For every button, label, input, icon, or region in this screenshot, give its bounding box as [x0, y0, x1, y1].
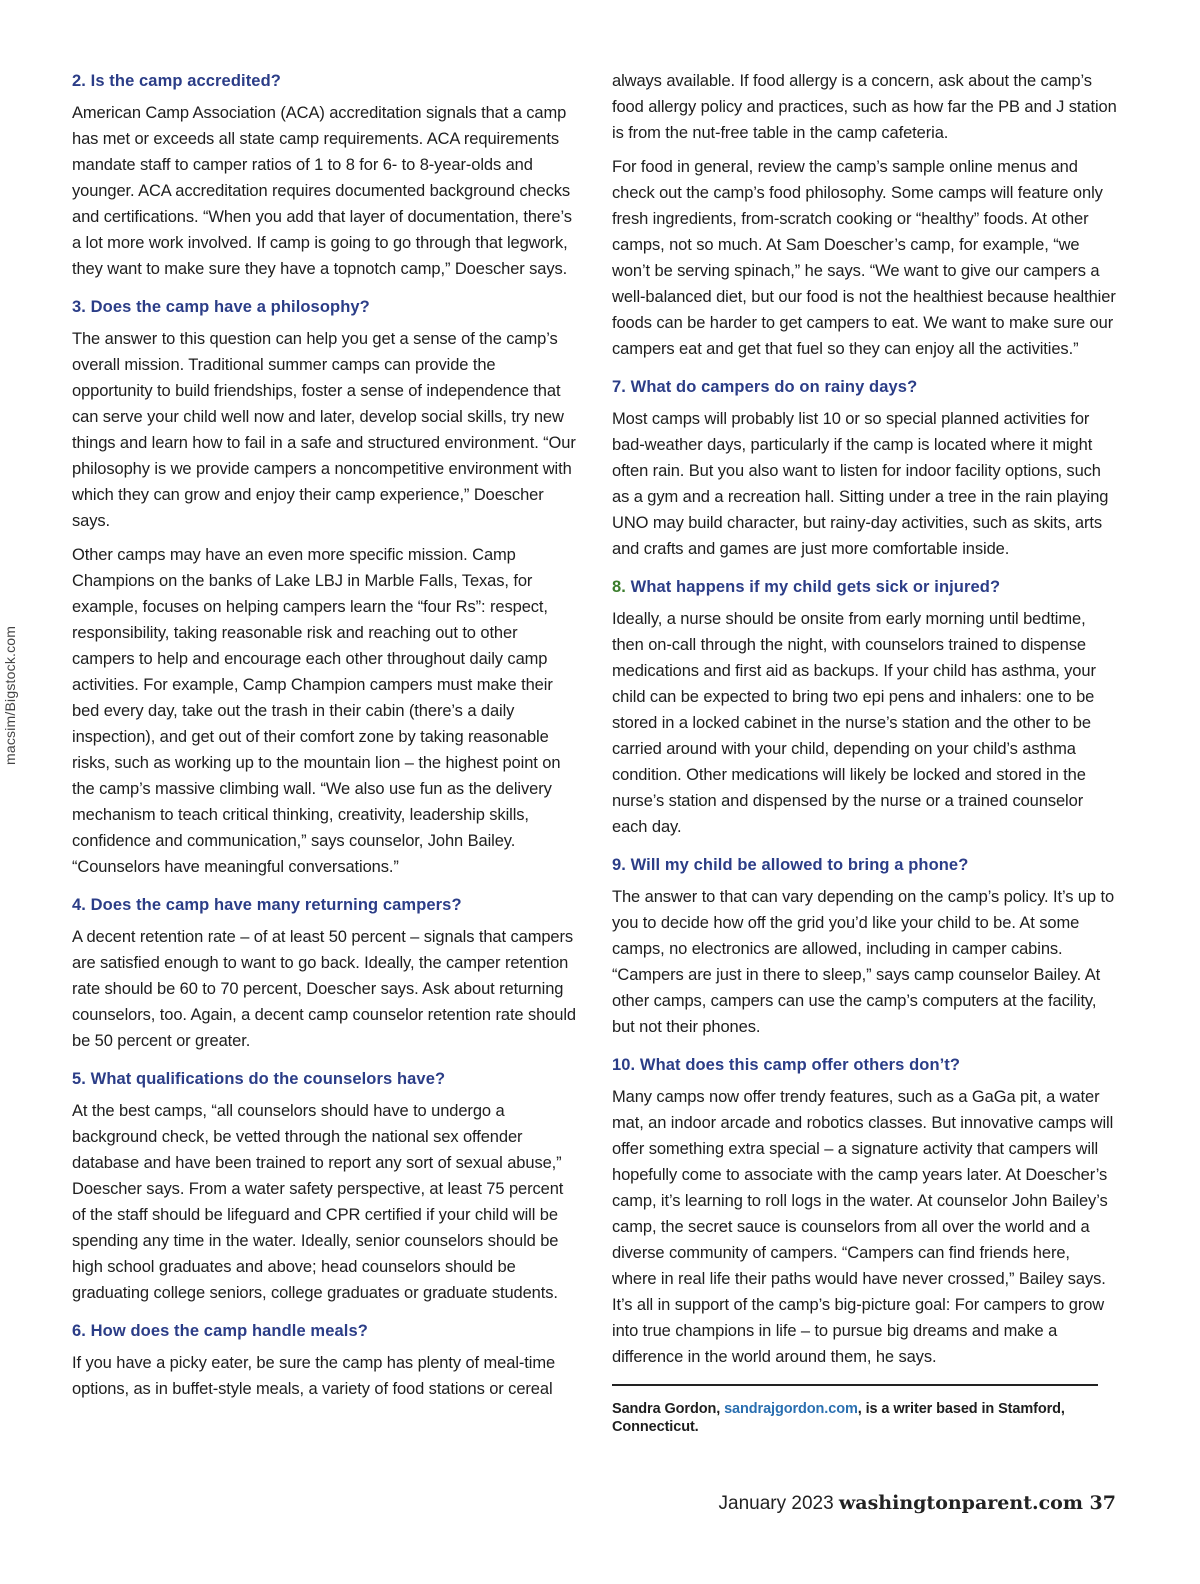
q9-paragraph: The answer to that can vary depending on the camp’s policy. It’s up to you to decide how off the grid you’d like your child to be. At some camps, no electronics are allowed, including in camper cabins. “Campers are just in there to sleep,” says camp counselor Bailey. At other camps, campers can use the camp’s computers at the facility, but not their phones.	[612, 888, 1115, 1036]
q8-heading	[612, 574, 1118, 600]
author-website-link[interactable]: sandrajgordon.com	[724, 1401, 858, 1417]
author-name: Sandra Gordon,	[612, 1401, 725, 1417]
q2-paragraph: American Camp Association (ACA) accreditation signals that a camp has met or exceeds all state camp requirements. ACA requirements mandate staff to camper ratios of 1 to 8 for 6- to 8-year-olds and younger. ACA accreditation requires documented background checks and certifications. “When you add that layer of documentation, there’s a lot more work involved. If camp is going to go through that legwork, they want to make sure they have a topnotch camp,” Doescher says.	[72, 104, 572, 278]
q6-paragraph: If you have a picky eater, be sure the camp has plenty of meal-time options, as in buffet-style meals, a variety of food stations or cereal	[72, 1354, 556, 1398]
footer-page-number: 37	[1082, 1492, 1116, 1514]
footer-date: January 2023	[718, 1493, 839, 1514]
right-column	[612, 68, 1118, 1436]
q6-continued-paragraph: For food in general, review the camp’s sample online menus and check out the camp’s food philosophy. Some camps will feature only fresh ingredients, from-scratch cooking or “healthy” foods. At other camps, not so much. At Sam Doescher’s camp, for example, “we won’t be serving spinach,” he says. “We want to give our campers a well-balanced diet, but our food is not the healthiest because healthier foods can be harder to get campers to eat. We want to make sure our campers eat and get that fuel so they can enjoy all the activities.”	[612, 158, 1116, 358]
bio-divider	[612, 1384, 1098, 1386]
q6-continued-paragraph: always available. If food allergy is a concern, ask about the camp’s food allergy policy and practices, such as how far the PB and J station is from the nut-free table in the camp cafeteria.	[612, 72, 1117, 142]
q7-paragraph: Most camps will probably list 10 or so special planned activities for bad-weather days, particularly if the camp is located where it might often rain. But you also want to listen for indoor facility options, such as a gym and a recreation hall. Sitting under a tree in the rain playing UNO may build character, but rainy-day activities, such as skits, arts and crafts and games are just more comfortable inside.	[612, 410, 1109, 558]
q6-heading: 6. How does the camp handle meals?	[72, 1322, 368, 1340]
footer-site: washingtonparent.com	[838, 1492, 1083, 1514]
q4-paragraph: A decent retention rate – of at least 50 percent – signals that campers are satisfied enough to want to go back. Ideally, the camper retention rate should be 60 to 70 percent, Doescher says. Ask about returning counselors, too. Again, a decent camp counselor retention rate should be 50 percent or greater.	[72, 928, 577, 1050]
q4-heading: 4. Does the camp have many returning campers?	[72, 896, 462, 914]
q3-paragraph: The answer to this question can help you get a sense of the camp’s overall mission. Traditional summer camps can provide the opportunity to build friendships, foster a sense of independence that can serve your child well now and later, develop social skills, try new things and learn how to fail in a safe and structured environment. “Our philosophy is we provide campers a noncompetitive environment with which they can grow and enjoy their camp experience,” Doescher says.	[72, 330, 576, 530]
author-bio-text: , is a writer based in Stamford, Connecticut.	[612, 1401, 1065, 1435]
author-bio	[612, 1400, 1112, 1436]
photo-credit: macsim/Bigstock.com	[2, 625, 18, 765]
q10-heading: 10. What does this camp offer others don’t?	[612, 1056, 961, 1074]
q2-heading: 2. Is the camp accredited?	[72, 72, 281, 90]
q5-heading: 5. What qualifications do the counselors have?	[72, 1070, 446, 1088]
q3-heading: 3. Does the camp have a philosophy?	[72, 298, 370, 316]
q9-heading: 9. Will my child be allowed to bring a phone?	[612, 856, 969, 874]
q10-paragraph: Many camps now offer trendy features, such as a GaGa pit, a water mat, an indoor arcade and robotics classes. But innovative camps will offer something extra special – a signature activity that campers will hopefully come to associate with the camp years later. At Doescher’s camp, it’s learning to roll logs in the water. At counselor John Bailey’s camp, the secret sauce is counselors from all over the world and a diverse community of campers. “Campers can find friends here, where in real life their paths would have never crossed,” Bailey says. It’s all in support of the camp’s big-picture goal: For campers to grow into true champions in life – to pursue big dreams and make a difference in the world around them, he says.	[612, 1088, 1114, 1366]
q8-paragraph: Ideally, a nurse should be onsite from early morning until bedtime, then on-call through the night, with counselors trained to dispense medications and first aid as backups. If your child has asthma, your child can be expected to bring two epi pens and inhalers: one to be stored in a locked cabinet in the nurse’s station and the other to be carried around with your child, depending on your child’s asthma condition. Other medications will likely be locked and stored in the nurse’s station and dispensed by the nurse or a trained counselor each day.	[612, 610, 1096, 836]
q8-heading-text: What happens if my child gets sick or injured?	[625, 578, 1001, 596]
page-footer	[719, 1492, 1117, 1515]
q3-paragraph: Other camps may have an even more specific mission. Camp Champions on the banks of Lake LBJ in Marble Falls, Texas, for example, focuses on helping campers learn the “four Rs”: respect, responsibility, taking reasonable risk and reaching out to other campers to help and encourage each other throughout daily camp activities. For example, Camp Champion campers must make their bed every day, take out the trash in their cabin (there’s a daily inspection), and get out of their comfort zone by taking reasonable risks, such as working up to the mountain lion – the highest point on the camp’s massive climbing wall. “We also use fun as the delivery mechanism to teach critical thinking, creativity, leadership skills, confidence and communication,” says counselor, John Bailey. “Counselors have meaningful conversations.”	[72, 546, 561, 876]
q5-paragraph: At the best camps, “all counselors should have to undergo a background check, be vetted through the national sex offender database and have been trained to report any sort of sexual abuse,” Doescher says. From a water safety perspective, at least 75 percent of the staff should be lifeguard and CPR certified if your child will be spending any time in the water. Ideally, senior counselors should be high school graduates and above; head counselors should be graduating college seniors, college graduates or graduate students.	[72, 1102, 564, 1302]
q7-heading: 7. What do campers do on rainy days?	[612, 378, 918, 396]
q8-heading-number: 8.	[612, 578, 626, 596]
left-column	[72, 68, 580, 1402]
